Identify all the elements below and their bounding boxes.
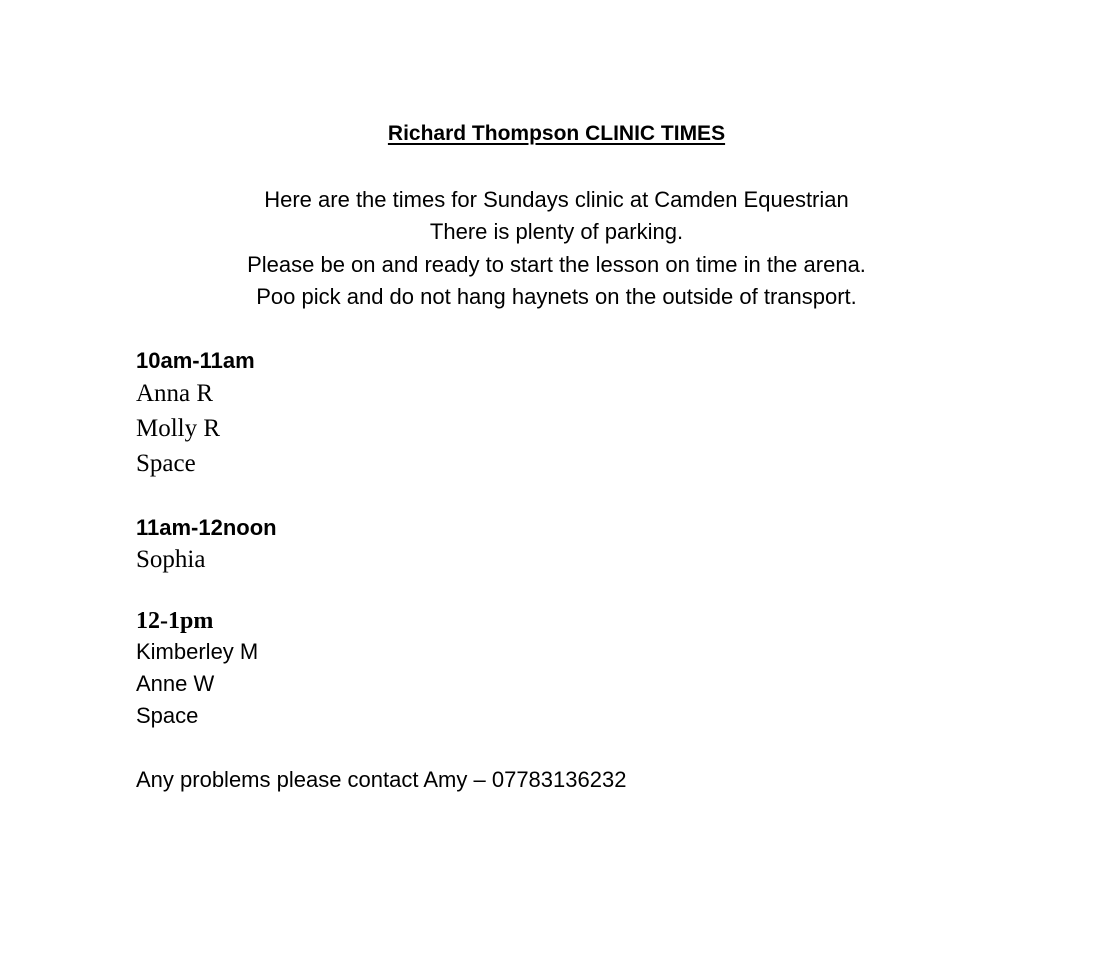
slot-time-heading: 12-1pm	[136, 608, 214, 634]
intro-line: Here are the times for Sundays clinic at Camden Equestrian	[264, 187, 849, 212]
rider-name: Anna R	[136, 380, 214, 407]
intro-line: There is plenty of parking.	[429, 219, 684, 245]
rider-name: Molly R	[136, 415, 221, 442]
rider-name: Kimberley M	[136, 639, 259, 664]
document-title: Richard Thompson CLINIC TIMES	[387, 122, 726, 145]
intro-line: Please be on and ready to start the lesson on time in the arena.	[247, 251, 866, 277]
contact-line: Any problems please contact Amy – 07783136232	[136, 767, 627, 792]
rider-name: Space	[136, 703, 199, 728]
rider-name: Anne W	[136, 671, 215, 696]
slot-time-heading: 11am-12noon	[136, 515, 277, 540]
intro-line: Poo pick and do not hang haynets on the outside of transport.	[256, 283, 857, 309]
slot-time-heading: 10am-11am	[136, 348, 255, 373]
rider-name: Sophia	[136, 546, 206, 573]
intro-paragraph	[0, 184, 1113, 313]
rider-name: Space	[136, 450, 196, 477]
